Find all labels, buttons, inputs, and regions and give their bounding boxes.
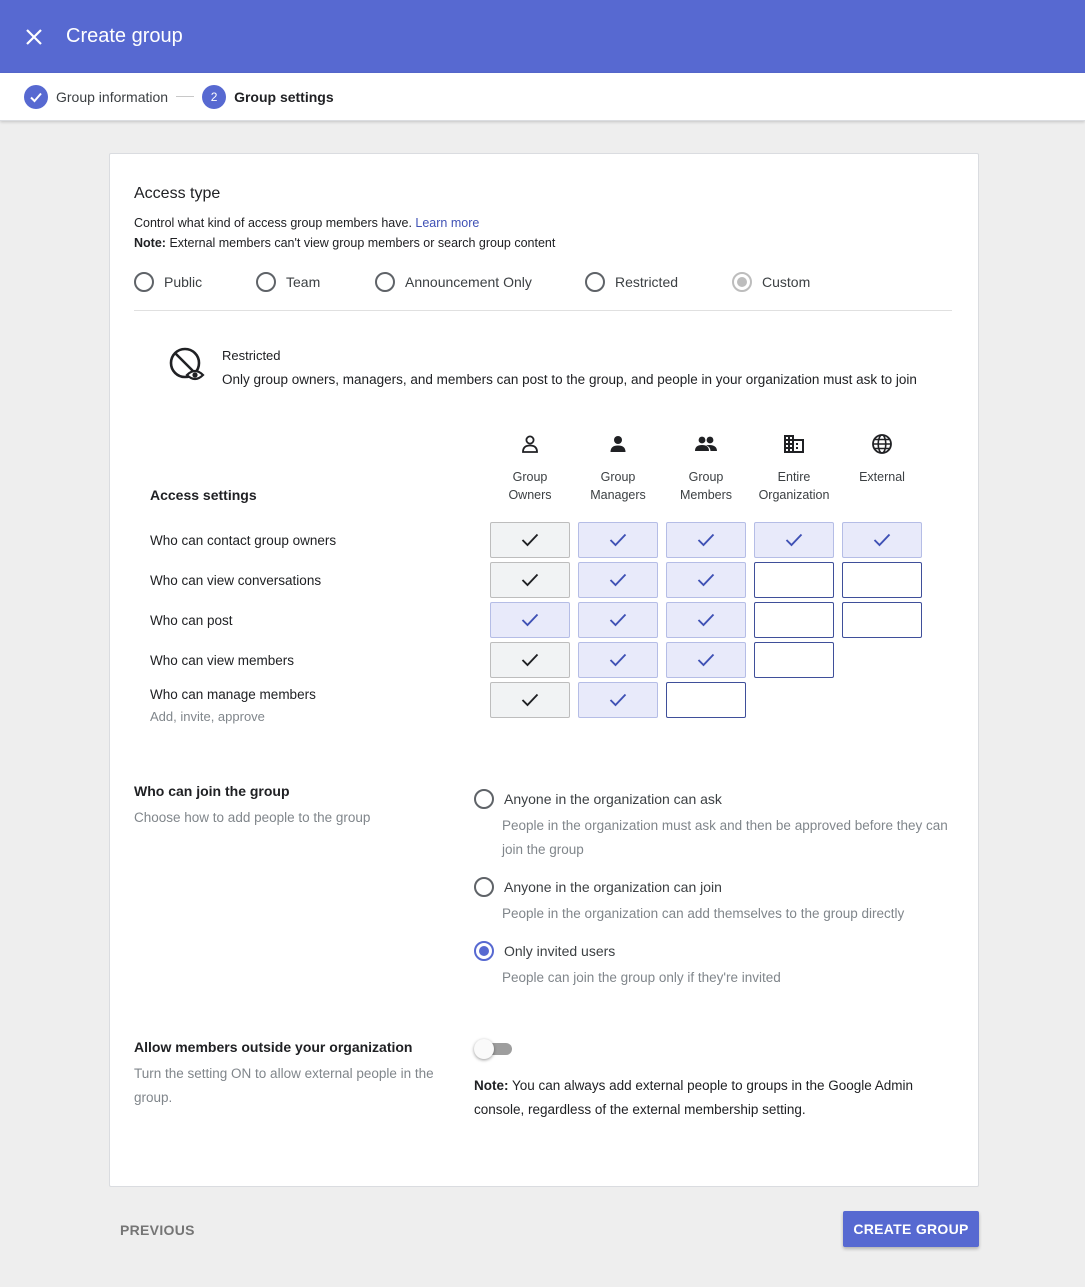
step-group-information[interactable] [24,85,168,109]
check-icon [609,693,627,707]
column-group-members [666,432,746,504]
column-label: External [859,470,905,484]
note-label: Note: [134,236,166,250]
external-heading: Allow members outside your organization [134,1039,413,1055]
checkbox-row5-managers[interactable] [578,682,658,718]
radio-circle [474,877,494,897]
globe-icon [842,432,922,456]
check-icon [697,573,715,587]
checkbox-row5-members[interactable] [666,682,746,718]
column-group-managers [578,432,658,504]
checkbox-row3-members[interactable] [666,602,746,638]
join-option-description: People can join the group only if they're invited [502,970,781,985]
person-icon [578,432,658,456]
checkbox-row3-managers[interactable] [578,602,658,638]
radio-circle [134,272,154,292]
checkbox-row4-members[interactable] [666,642,746,678]
radio-team[interactable] [256,272,320,292]
checkbox-row1-managers[interactable] [578,522,658,558]
step-connector [176,96,194,97]
radio-org-can-ask[interactable] [474,789,722,809]
person-outline-icon [490,432,570,456]
check-icon [697,533,715,547]
column-external [842,432,922,486]
checkbox-row2-external[interactable] [842,562,922,598]
step-label: Group settings [234,88,334,105]
row-label-manage-members: Who can manage members [150,687,316,702]
app-bar [0,0,1085,73]
checkbox-row4-organization[interactable] [754,642,834,678]
settings-card [109,153,979,1187]
close-icon[interactable] [22,25,46,49]
join-option-description: People in the organization can add themselves to the group directly [502,906,905,921]
row-label-view-conversations: Who can view conversations [150,573,322,588]
checkbox-row1-organization[interactable] [754,522,834,558]
checkbox-row2-organization[interactable] [754,562,834,598]
checkbox-row5-owners[interactable] [490,682,570,718]
radio-label: Restricted [615,274,679,290]
previous-button[interactable]: PREVIOUS [120,1222,195,1238]
column-label: Group Members [679,470,733,502]
column-entire-organization [754,432,834,504]
preset-title: Restricted [222,348,281,363]
preset-description: Only group owners, managers, and members can post to the group, and people in your organization must ask to join [222,372,917,387]
radio-circle [474,941,494,961]
radio-label: Custom [762,274,811,290]
stepper [0,73,1085,121]
check-icon [521,573,539,587]
row-label-post: Who can post [150,613,233,628]
external-note [474,1074,954,1122]
check-icon [521,693,539,707]
check-icon [24,85,48,109]
check-icon [785,533,803,547]
people-icon [666,432,746,456]
check-icon [521,653,539,667]
check-icon [521,533,539,547]
description-text: Control what kind of access group members have. [134,216,412,230]
access-type-description [134,216,479,230]
page-title: Create group [66,25,183,47]
note-text: You can always add external people to groups in the Google Admin console, regardless of the external membership setting. [474,1078,914,1117]
column-label: Entire Organization [758,470,830,502]
access-type-note [134,236,555,250]
access-settings-heading: Access settings [150,487,257,503]
check-icon [521,613,539,627]
row-label-view-members: Who can view members [150,653,295,668]
radio-circle [585,272,605,292]
checkbox-row2-members[interactable] [666,562,746,598]
radio-org-can-join[interactable] [474,877,722,897]
checkbox-row3-external[interactable] [842,602,922,638]
learn-more-link[interactable]: Learn more [415,216,480,230]
divider [134,310,952,311]
check-icon [697,653,715,667]
radio-label: Anyone in the organization can ask [504,791,722,807]
checkbox-row1-owners[interactable] [490,522,570,558]
check-icon [609,533,627,547]
visibility-off-icon [168,346,208,386]
checkbox-row2-managers[interactable] [578,562,658,598]
checkbox-row2-owners[interactable] [490,562,570,598]
radio-circle [732,272,752,292]
column-label: Group Owners [508,470,552,502]
check-icon [609,573,627,587]
check-icon [609,653,627,667]
column-label: Group Managers [590,470,646,502]
radio-announcement-only[interactable] [375,272,532,292]
radio-restricted[interactable] [585,272,678,292]
row-sub-manage-members: Add, invite, approve [150,709,265,724]
row-label-contact-owners: Who can contact group owners [150,533,337,548]
checkbox-row1-external[interactable] [842,522,922,558]
radio-circle [474,789,494,809]
radio-label: Only invited users [504,943,616,959]
create-group-button[interactable]: CREATE GROUP [843,1211,979,1247]
access-type-radio-group [134,272,954,296]
radio-custom[interactable] [732,272,810,292]
checkbox-row3-organization[interactable] [754,602,834,638]
checkbox-row4-owners[interactable] [490,642,570,678]
step-label: Group information [56,88,169,105]
note-label: Note: [474,1078,509,1093]
check-icon [697,613,715,627]
column-group-owners [490,432,570,504]
check-icon [873,533,891,547]
radio-public[interactable] [134,272,202,292]
check-icon [609,613,627,627]
join-option-description: People in the organization must ask and then be approved before they can join the group [502,818,948,857]
checkbox-row3-owners[interactable] [490,602,570,638]
radio-label: Anyone in the organization can join [504,879,722,895]
join-heading: Who can join the group [134,783,290,799]
join-description: Choose how to add people to the group [134,810,371,825]
checkbox-row1-members[interactable] [666,522,746,558]
access-type-heading: Access type [134,185,221,202]
radio-label: Public [164,274,203,290]
external-description: Turn the setting ON to allow external people in the group. [134,1066,434,1105]
radio-circle [256,272,276,292]
step-group-settings[interactable] [202,85,334,109]
toggle-thumb [474,1039,494,1059]
building-icon [754,432,834,456]
external-members-toggle[interactable] [474,1038,512,1058]
note-text: External members can't view group members or search group content [169,236,556,250]
radio-label: Team [286,274,321,290]
radio-label: Announcement Only [405,274,532,290]
step-number: 2 [202,85,226,109]
radio-only-invited[interactable] [474,941,615,961]
radio-circle [375,272,395,292]
checkbox-row4-managers[interactable] [578,642,658,678]
